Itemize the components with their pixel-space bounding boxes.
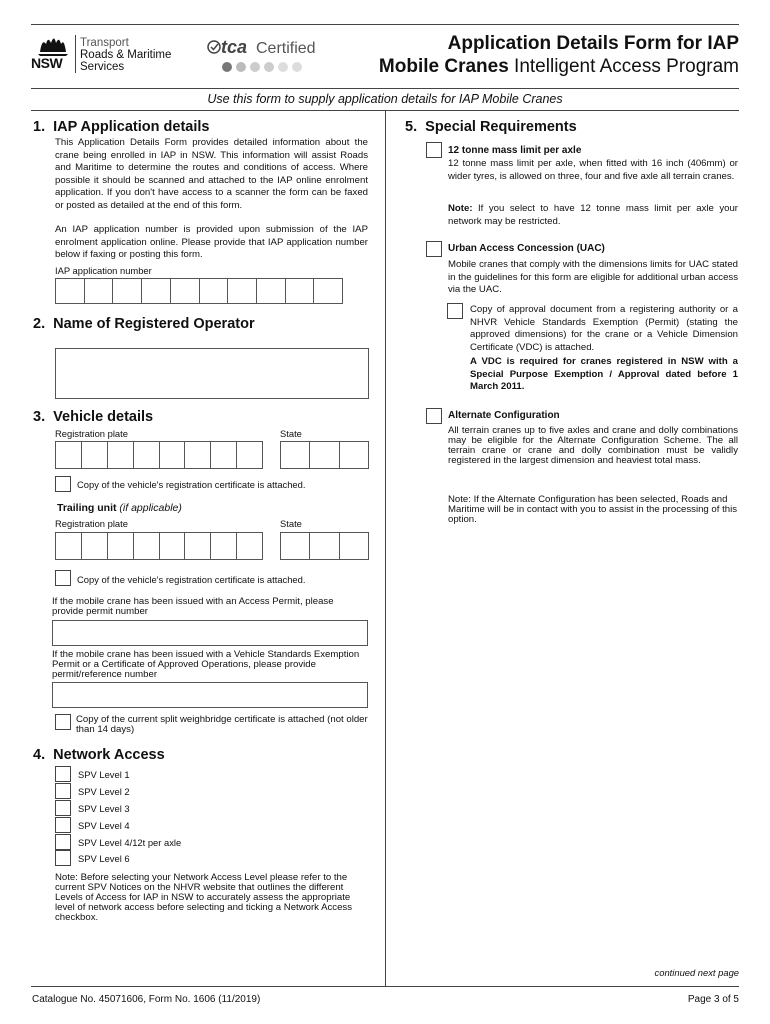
tca-check-icon: [207, 40, 221, 54]
trailing-state-input[interactable]: [280, 532, 369, 560]
agency-name: [80, 37, 171, 73]
mass-limit-note-text: If you select to have 12 tonne mass limit per axle your network may be restricted.: [448, 203, 738, 227]
form-title: Application Details Form for IAP: [447, 33, 739, 54]
access-permit-input[interactable]: [52, 620, 368, 646]
uac-title: Urban Access Concession (UAC): [448, 243, 605, 254]
mass-limit-checkbox[interactable]: [426, 142, 442, 158]
trailing-state-label: State: [280, 518, 302, 529]
state-input[interactable]: [280, 441, 369, 469]
mass-limit-note-prefix: Note:: [448, 203, 473, 214]
nsw-wordmark: NSW: [31, 55, 63, 71]
operator-name-line-2[interactable]: [55, 373, 369, 399]
spv-level-6-checkbox[interactable]: [55, 850, 71, 866]
spv-level-4-12t-label: SPV Level 4/12t per axle: [78, 837, 182, 848]
trailing-unit-label: [57, 502, 182, 514]
section-1-number-note: An IAP application number is provided upon submission of the IAP enrolment application online. Please provide that IAP application number below if faxing or posting this form.: [55, 224, 368, 261]
section-1-heading: 1. IAP Application details: [33, 119, 210, 135]
iap-number-label: IAP application number: [55, 265, 152, 276]
page-number: Page 3 of 5: [687, 994, 739, 1005]
title-program: Intelligent Access Program: [508, 56, 739, 77]
title-mobile-cranes: Mobile Cranes: [378, 56, 509, 77]
spv-level-2-label: SPV Level 2: [78, 786, 130, 797]
uac-checkbox[interactable]: [426, 241, 442, 257]
trailing-registration-input[interactable]: [55, 532, 263, 560]
continued-next-page: continued next page: [654, 967, 739, 978]
weighbridge-label: Copy of the current split weighbridge certificate is attached (not older than 14 days): [76, 714, 368, 735]
form-instructions: Use this form to supply application details for IAP Mobile Cranes: [207, 92, 563, 106]
weighbridge-checkbox[interactable]: [55, 714, 71, 730]
tca-logo: tca: [221, 37, 248, 57]
section-1-intro: This Application Details Form provides detailed information about the crane being enrolled in IAP in NSW. This information will assist Roads and Maritime to determine the routes and conditions of access. Where possible it should be scanned and attached to the IAP online enrolment application. If you don't have access to a scanner the form can be faxed or posted as detailed at the end of this form.: [55, 137, 368, 211]
catalogue-number: Catalogue No. 45071606, Form No. 1606 (11/2019): [32, 994, 261, 1005]
uac-approval-label: Copy of approval document from a registering authority or a NHVR Vehicle Standards Exemption (Permit) (stating the approved dimensions) for the crane or a Vehicle Dimension Certificate (VDC) is attached.: [470, 304, 738, 353]
alternate-config-note: Note: If the Alternate Configuration has been selected, Roads and Maritime will be in contact with you to assist in the processing of this option.: [448, 494, 738, 525]
registration-cert-label: Copy of the vehicle's registration certificate is attached.: [77, 479, 306, 490]
spv-level-3-checkbox[interactable]: [55, 800, 71, 816]
uac-vdc-requirement: A VDC is required for cranes registered in NSW with a Special Purpose Exemption / Approval dated before 1 March 2011.: [470, 356, 738, 393]
agency-line-1: Transport: [80, 37, 129, 49]
form-subtitle-program: [379, 56, 739, 78]
registration-cert-checkbox[interactable]: [55, 476, 71, 492]
agency-line-3: Services: [80, 61, 125, 73]
spv-level-4-label: SPV Level 4: [78, 820, 130, 831]
tca-certified: Certified: [256, 40, 316, 57]
agency-line-2: Roads & Maritime: [80, 49, 172, 61]
uac-description: Mobile cranes that comply with the dimensions limits for UAC stated in the guidelines for this form are eligible for additional urban access via the UAC.: [448, 259, 738, 296]
footer-rule: [31, 986, 739, 987]
iap-number-input[interactable]: [55, 278, 343, 304]
registration-plate-label: Registration plate: [55, 428, 128, 439]
state-label: State: [280, 428, 302, 439]
spv-level-4-checkbox[interactable]: [55, 817, 71, 833]
certification-dots-icon: [220, 60, 310, 74]
operator-name-line-1[interactable]: [55, 348, 369, 375]
alternate-config-checkbox[interactable]: [426, 408, 442, 424]
access-permit-question: If the mobile crane has been issued with an Access Permit, please provide permit number: [52, 596, 334, 617]
spv-level-6-label: SPV Level 6: [78, 853, 130, 864]
spv-level-3-label: SPV Level 3: [78, 803, 130, 814]
alternate-config-description: All terrain cranes up to five axles and crane and dolly combinations may be eligible for the Alternate Configuration Scheme. The all terrain crane or crane and dolly combination must be validly registered in the largest dimension and heaviest total mass.: [448, 425, 738, 466]
mass-limit-title: 12 tonne mass limit per axle: [448, 145, 582, 156]
trailing-cert-label: Copy of the vehicle's registration certificate is attached.: [77, 574, 306, 585]
spv-level-1-label: SPV Level 1: [78, 769, 130, 780]
registration-plate-input[interactable]: [55, 441, 263, 469]
exemption-question: If the mobile crane has been issued with a Vehicle Standards Exemption Permit or a Certificate of Approved Operations, please provide permit/reference number: [52, 649, 360, 680]
spv-level-4-12t-checkbox[interactable]: [55, 834, 71, 850]
spv-level-2-checkbox[interactable]: [55, 783, 71, 799]
logo-divider: [75, 35, 76, 73]
alternate-config-title: Alternate Configuration: [448, 410, 560, 421]
trailing-registration-label: Registration plate: [55, 518, 128, 529]
uac-approval-checkbox[interactable]: [447, 303, 463, 319]
trailing-cert-checkbox[interactable]: [55, 570, 71, 586]
spv-level-1-checkbox[interactable]: [55, 766, 71, 782]
exemption-input[interactable]: [52, 682, 368, 708]
section-4-heading: 4. Network Access: [33, 747, 165, 763]
section-2-heading: 2. Name of Registered Operator: [33, 316, 255, 332]
mass-limit-note: [448, 203, 738, 228]
trailing-unit-italic: (if applicable): [116, 502, 182, 514]
trailing-unit-bold: Trailing unit: [57, 502, 117, 514]
top-rule: [31, 24, 739, 25]
network-access-note: Note: Before selecting your Network Access Level please refer to the current SPV Notices on the NHVR website that outlines the different Levels of Access for IAP in NSW to accurately assess the appropriate level of network access before selecting and ticking a Network Access checkbox.: [55, 872, 353, 923]
mass-limit-description: 12 tonne mass limit per axle, when fitted with 16 inch (406mm) or wider tyres, is allowed on three, four and five axle all terrain cranes.: [448, 158, 738, 182]
section-5-heading: 5. Special Requirements: [405, 119, 577, 135]
section-3-heading: 3. Vehicle details: [33, 409, 154, 425]
subtitle-rule: [31, 88, 739, 89]
column-divider: [385, 110, 386, 986]
